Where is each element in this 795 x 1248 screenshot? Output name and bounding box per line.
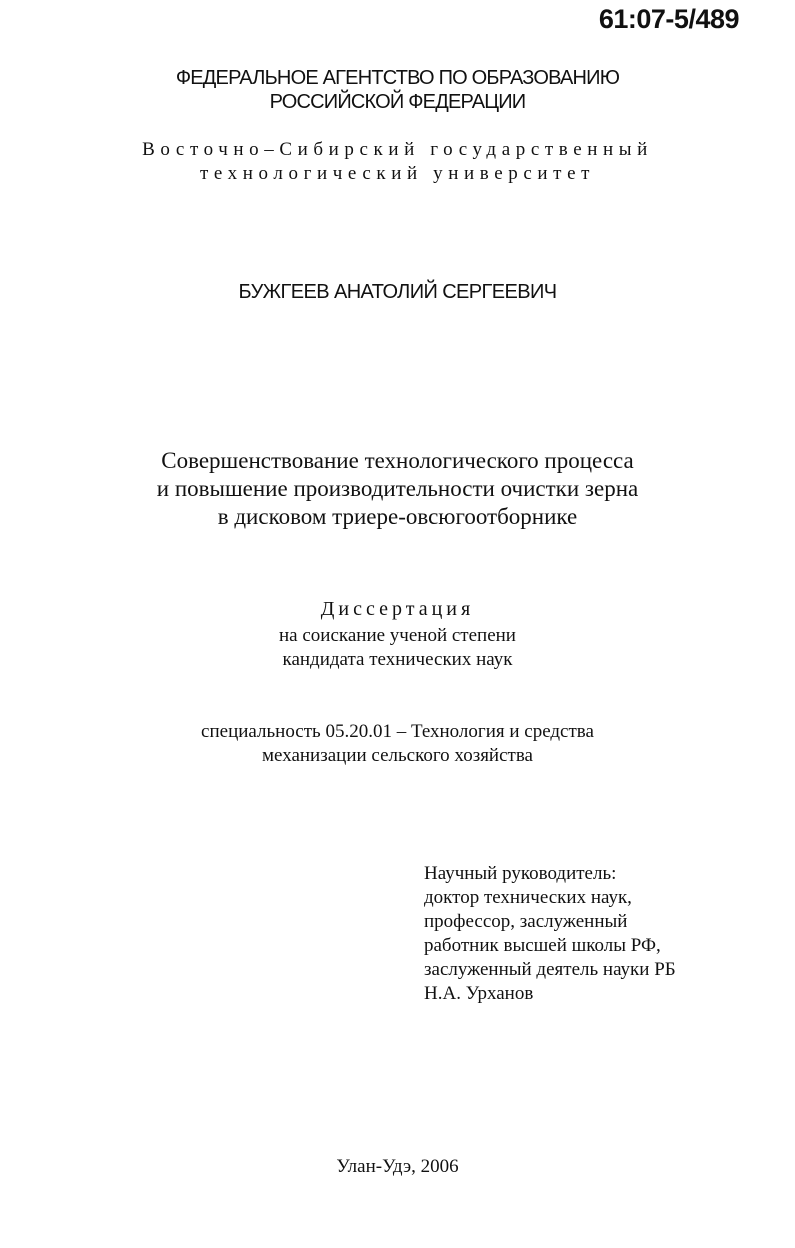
dissertation-line-3: кандидата технических наук [282, 649, 513, 670]
university-line-2: технологический университет [199, 163, 596, 184]
title-line-2: и повышение производительности очистки зерна [156, 476, 639, 501]
title-line-1: Совершенствование технологического процесса [161, 448, 634, 473]
author-name: БУЖГЕЕВ АНАТОЛИЙ СЕРГЕЕВИЧ [238, 281, 557, 303]
university-line-1: Восточно–Сибирский государственный [142, 139, 653, 160]
dissertation-word: Диссертация [320, 598, 475, 620]
advisor-block [424, 862, 676, 1006]
advisor-line: заслуженный деятель науки РБ [424, 959, 676, 980]
title-line-3: в дисковом триере-овсюгоотборнике [217, 504, 578, 529]
specialty-line-2: механизации сельского хозяйства [261, 745, 533, 766]
advisor-line: профессор, заслуженный [424, 911, 628, 932]
place-year: Улан-Удэ, 2006 [336, 1156, 459, 1177]
agency-line-1: ФЕДЕРАЛЬНОЕ АГЕНТСТВО ПО ОБРАЗОВАНИЮ [175, 67, 620, 89]
advisor-line: Научный руководитель: [424, 863, 617, 884]
advisor-line: доктор технических наук, [424, 887, 632, 908]
dissertation-line-2: на соискание ученой степени [279, 625, 516, 646]
archive-code: 61:07-5/489 [598, 4, 739, 34]
advisor-name: Н.А. Урханов [424, 983, 534, 1004]
specialty-line-1: специальность 05.20.01 – Технология и средства [201, 721, 594, 742]
agency-line-2: РОССИЙСКОЙ ФЕДЕРАЦИИ [269, 91, 526, 113]
advisor-line: работник высшей школы РФ, [424, 935, 661, 956]
